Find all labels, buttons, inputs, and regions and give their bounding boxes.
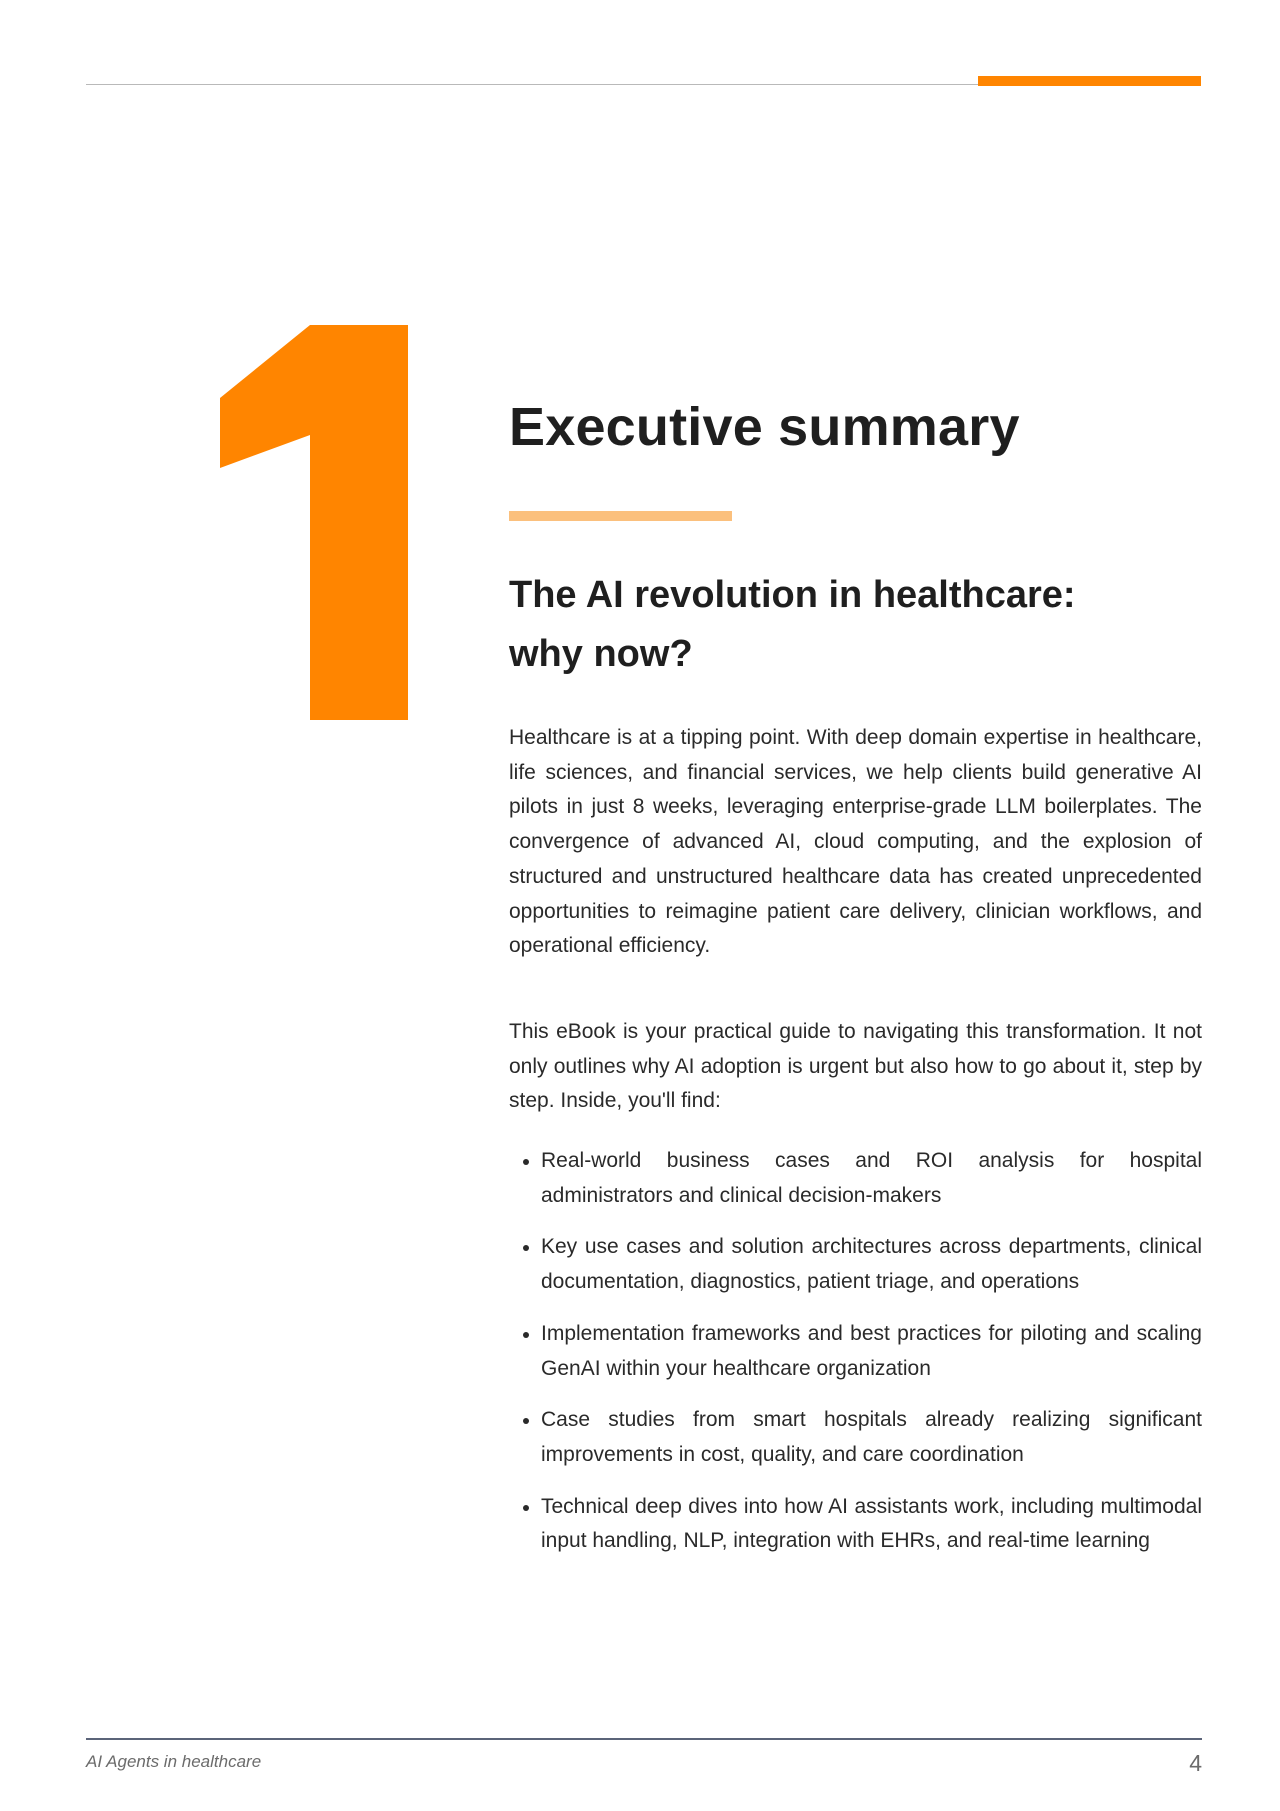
bullet-dot-icon [523, 1245, 529, 1251]
list-item [509, 1490, 1202, 1559]
subtitle-line-2: why now? [509, 633, 693, 675]
findings-list [509, 1144, 1202, 1576]
list-item-text: Technical deep dives into how AI assistants work, including multimodal input handling, NLP, integration with EHRs, and real-time learning [541, 1494, 1202, 1553]
chapter-number [220, 325, 410, 720]
footer-document-title: AI Agents in healthcare [86, 1752, 262, 1771]
list-item-text: Real-world business cases and ROI analysis for hospital administrators and clinical decision-makers [541, 1149, 1202, 1207]
list-item [509, 1144, 1202, 1213]
list-item-text: Case studies from smart hospitals already realizing significant improvements in cost, quality, and care coordination [541, 1408, 1202, 1466]
list-item [509, 1230, 1202, 1299]
header-accent-bar [978, 76, 1201, 86]
section-subtitle [509, 566, 1199, 684]
chapter-number-graphic [220, 325, 410, 720]
list-item [509, 1403, 1202, 1472]
bullet-dot-icon [523, 1505, 529, 1511]
list-item [509, 1317, 1202, 1386]
guide-paragraph: This eBook is your practical guide to navigating this transformation. It not only outlines why AI adoption is urgent but also how to go about it, step by step. Inside, you'll find: [509, 1020, 1202, 1113]
subtitle-line-1: The AI revolution in healthcare: [509, 574, 1076, 616]
list-item-text: Implementation frameworks and best practices for piloting and scaling GenAI within your healthcare organization [541, 1321, 1202, 1380]
bullet-dot-icon [523, 1418, 529, 1424]
list-item-text: Key use cases and solution architectures across departments, clinical documentation, diagnostics, patient triage, and operations [541, 1235, 1202, 1294]
page-number: 4 [1189, 1750, 1202, 1776]
bullet-dot-icon [523, 1159, 529, 1165]
title-underline [509, 511, 732, 521]
footer-rule [86, 1738, 1202, 1740]
bullet-dot-icon [523, 1332, 529, 1338]
section-title: Executive summary [509, 397, 1020, 457]
intro-paragraph: Healthcare is at a tipping point. With deep domain expertise in healthcare, life sciences, and financial services, we help clients build generative AI pilots in just 8 weeks, leveraging enterprise-grade LLM boilerplates. The convergence of advanced AI, cloud computing, and the explosion of structured and unstructured healthcare data has created unprecedented opportunities to reimagine patient care delivery, clinician workflows, and operational efficiency. [509, 726, 1202, 958]
